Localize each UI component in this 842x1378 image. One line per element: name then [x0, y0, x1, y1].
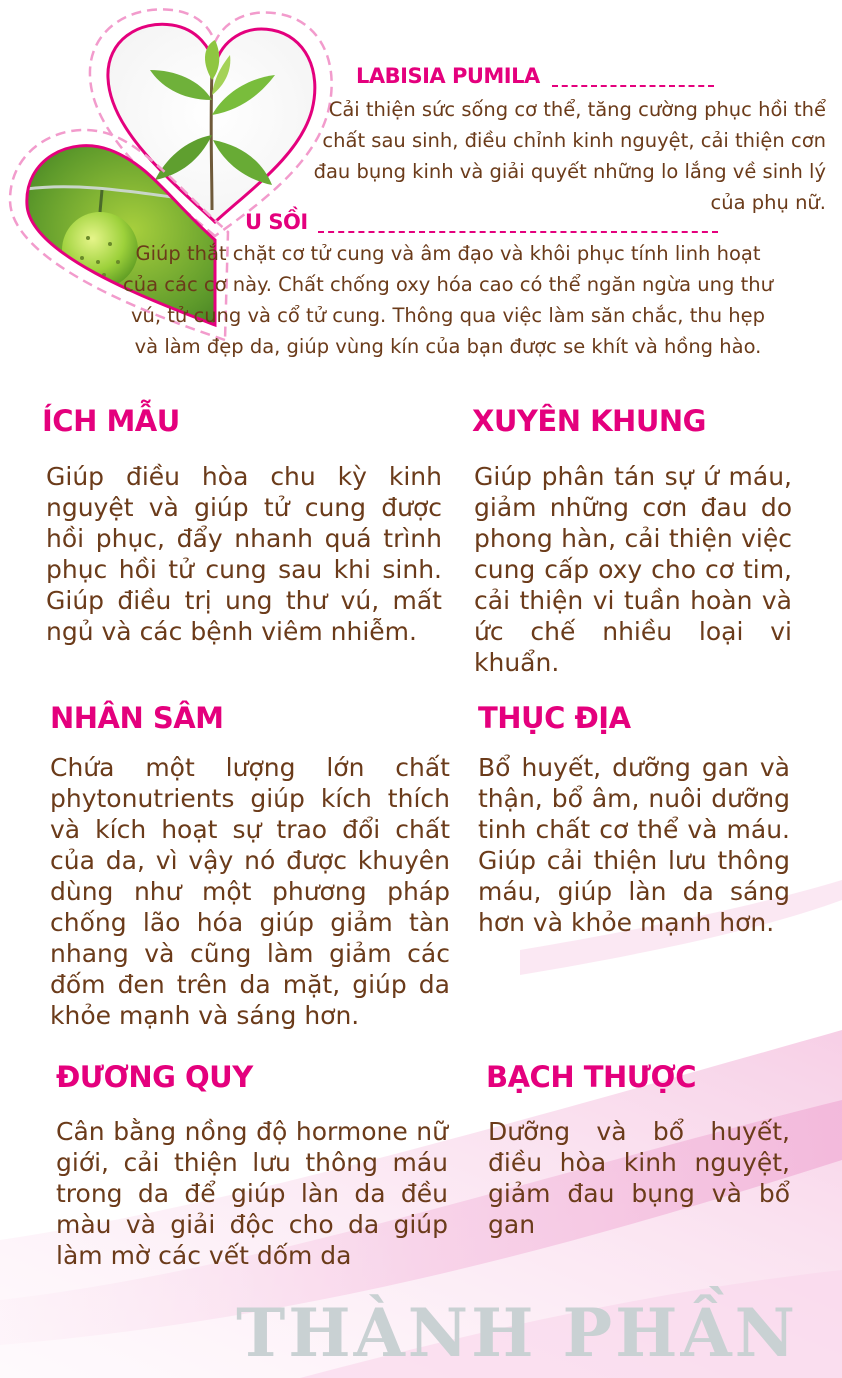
u-soi-title-dash [318, 231, 718, 233]
thuc-dia-title: THỤC ĐỊA [478, 701, 631, 735]
thanh-phan-watermark: THÀNH PHẦN [236, 1294, 798, 1372]
ich-mau-title: ÍCH MẪU [42, 404, 180, 438]
nhan-sam-title: NHÂN SÂM [50, 701, 224, 735]
xuyen-khung-title: XUYÊN KHUNG [472, 404, 706, 438]
xuyen-khung-description: Giúp phân tán sự ứ máu, giảm những cơn đau do phong hàn, cải thiện việc cung cấp oxy cho cơ tim, cải thiện vi tuần hoàn và ức chế nhiều loại vi khuẩn. [474, 462, 792, 677]
thuc-dia-description: Bổ huyết, dưỡng gan và thận, bổ âm, nuôi dưỡng tinh chất cơ thể và máu. Giúp cải thiện lưu thông máu, giúp làn da sáng hơn và khỏe mạnh hơn. [478, 753, 790, 937]
u-soi-title: U SỒI [245, 210, 308, 234]
labisia-pumila-title-dash [552, 85, 714, 87]
u-soi-description: Giúp thắt chặt cơ tử cung và âm đạo và khôi phục tính linh hoạt của các cơ này. Chất chống oxy hóa cao có thể ngăn ngừa ung thư vú, tử cung và cổ tử cung. Thông qua việc làm săn chắc, thu hẹp và làm đẹp da, giúp vùng kín của bạn được se khít và hồng hào. [123, 242, 773, 358]
nhan-sam-description: Chứa một lượng lớn chất phytonutrients giúp kích thích và kích hoạt sự trao đổi chất của da, vì vậy nó được khuyên dùng như một phương pháp chống lão hóa giúp giảm tàn nhang và cũng làm giảm các đốm đen trên da mặt, giúp da khỏe mạnh và sáng hơn. [50, 753, 450, 1030]
bach-thuoc-title: BẠCH THƯỢC [486, 1060, 697, 1094]
labisia-pumila-description: Cải thiện sức sống cơ thể, tăng cường phục hồi thể chất sau sinh, điều chỉnh kinh nguyệt, cải thiện cơn đau bụng kinh và giải quyết những lo lắng về sinh lý của phụ nữ. [313, 98, 826, 214]
ich-mau-description: Giúp điều hòa chu kỳ kinh nguyệt và giúp tử cung được hồi phục, đẩy nhanh quá trình phục hồi tử cung sau khi sinh. Giúp điều trị ung thư vú, mất ngủ và các bệnh viêm nhiễm. [46, 462, 442, 646]
bach-thuoc-description: Dưỡng và bổ huyết, điều hòa kinh nguyệt, giảm đau bụng và bổ gan [488, 1117, 790, 1239]
duong-quy-title: ĐƯƠNG QUY [56, 1060, 253, 1094]
duong-quy-description: Cân bằng nồng độ hormone nữ giới, cải thiện lưu thông máu trong da để giúp làn da đều màu và giải độc cho da giúp làm mờ các vết dốm da [56, 1117, 448, 1270]
labisia-pumila-title: LABISIA PUMILA [356, 64, 540, 88]
